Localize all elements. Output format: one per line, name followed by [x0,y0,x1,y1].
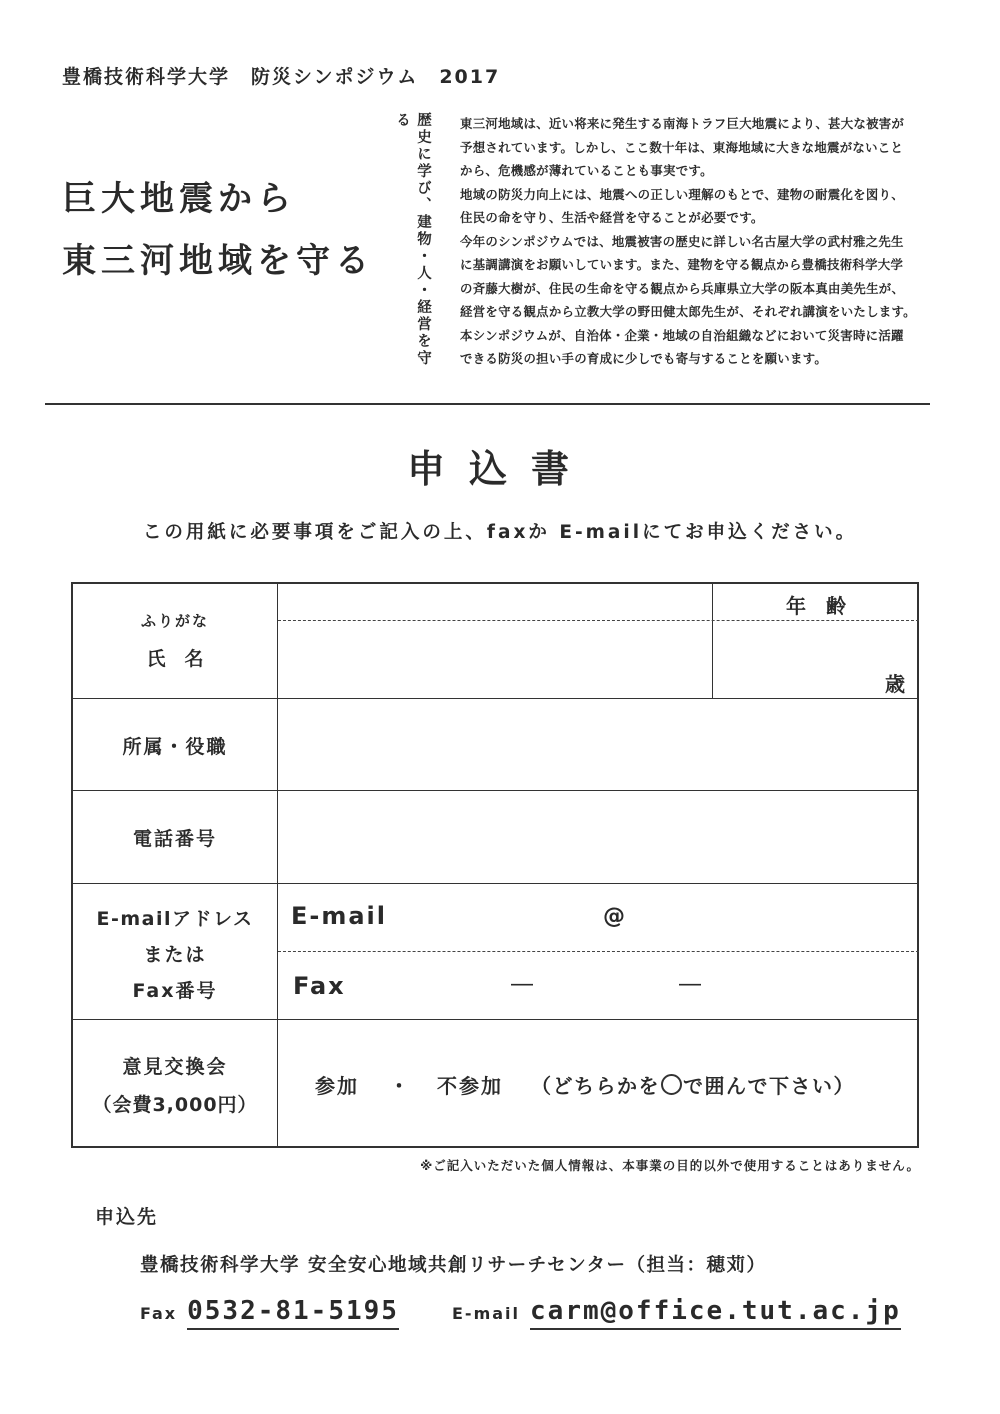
intro-line: 経営を守る観点から立教大学の野田健太郎先生が、それぞれ講演をいたします。 [460,304,916,319]
intro-line: 予想されています。しかし、ここ数十年は、東海地域に大きな地震がないこと [460,139,904,155]
application-form [71,582,919,1148]
meeting-label: 意見交換会 [122,1056,228,1078]
affiliation-input[interactable] [279,700,919,789]
attend-instruction [531,1070,855,1099]
contact-label-email: E-mailアドレス [96,908,254,930]
section-divider [45,403,930,405]
intro-line: に基調講演をお願いしています。また、建物を守る観点から豊橋技術科学大学 [460,257,904,272]
main-title-line-1: 巨大地震から [62,179,296,219]
contact-email [452,1296,901,1326]
main-title-line-2: 東三河地域を守る [62,241,374,281]
contact-fax-number: 0532-81-5195 [187,1296,399,1330]
fax-dash-1: ― [511,972,535,997]
fax-dash-2: ― [679,972,703,997]
phone-input[interactable] [279,792,919,882]
age-unit: 歳 [885,672,907,696]
affiliation-label: 所属・役職 [122,736,228,758]
label-column-divider [277,584,278,1146]
name-label: 氏 名 [146,648,204,670]
row-divider [73,790,917,791]
row-divider [73,698,917,699]
intro-line: 住民の命を守り、生活や経営を守ることが必要です。 [460,210,764,225]
age-input[interactable] [714,624,874,696]
contact-email-address[interactable]: carm@office.tut.ac.jp [530,1296,901,1330]
intro-text [460,112,930,371]
vertical-subtitle: 歴史に学び、建物・人・経営を守る [394,112,431,367]
contact-fax [140,1296,399,1326]
intro-line: 今年のシンポジウムでは、地震被害の歴史に詳しい名古屋大学の武村雅之先生 [460,233,904,249]
privacy-footnote: ※ご記入いただいた個人情報は、本事業の目的以外で使用することはありません。 [420,1158,920,1173]
intro-line: 東三河地域は、近い将来に発生する南海トラフ巨大地震により、甚大な被害が [460,116,905,131]
main-title [62,168,374,292]
furigana-label: ふりがな [140,612,209,630]
event-header: 豊橋技術科学大学 防災シンポジウム 2017 [62,66,501,88]
name-input[interactable] [279,624,711,696]
not-attend-option[interactable]: 不参加 [437,1074,503,1098]
intro-line: の斉藤大樹が、住民の生命を守る観点から兵庫県立大学の阪本真由美先生が、 [460,280,905,296]
row-divider [73,1019,917,1020]
email-input[interactable] [403,886,913,948]
contact-organization: 豊橋技術科学大学 安全安心地域共創リサーチセンター（担当：穂苅） [140,1255,767,1276]
email-at-sign: @ [603,904,627,929]
fax-input[interactable] [363,955,913,1017]
form-title: 申込書 [406,447,593,491]
furigana-dashed-line [278,620,919,621]
phone-label: 電話番号 [132,828,217,850]
contact-label-or: または [143,944,207,966]
age-label: 年 齢 [786,594,846,618]
email-prefix: E-mail [291,902,388,930]
attend-option[interactable]: 参加 [315,1074,359,1098]
furigana-input[interactable] [279,586,711,620]
row-divider [73,883,917,884]
meeting-fee-label: （会費3,000円） [92,1094,258,1116]
intro-line: 本シンポジウムが、自治体・企業・地域の自治組織などにおいて災害時に活躍 [460,327,904,343]
apply-to-label: 申込先 [95,1206,159,1228]
attend-instruction-pre: （どちらかを [531,1074,660,1098]
intro-line: から、危機感が薄れていることも事実です。 [460,163,713,178]
attend-instruction-post: で囲んで下さい） [683,1074,855,1098]
contact-label-fax: Fax番号 [132,980,218,1002]
fax-prefix: Fax [293,972,346,1000]
contact-email-label: E-mail [452,1304,521,1323]
intro-line: 地域の防災力向上には、地震への正しい理解のもとで、建物の耐震化を図り、 [460,186,904,202]
attend-separator: ・ [389,1074,411,1098]
contact-fax-label: Fax [140,1304,178,1323]
intro-line: できる防災の担い手の育成に少しでも寄与することを願います。 [460,351,828,366]
contact-dashed-line [278,951,919,952]
circle-icon [661,1074,682,1095]
form-instruction: この用紙に必要事項をご記入の上、faxか E-mailにてお申込ください。 [142,522,858,543]
